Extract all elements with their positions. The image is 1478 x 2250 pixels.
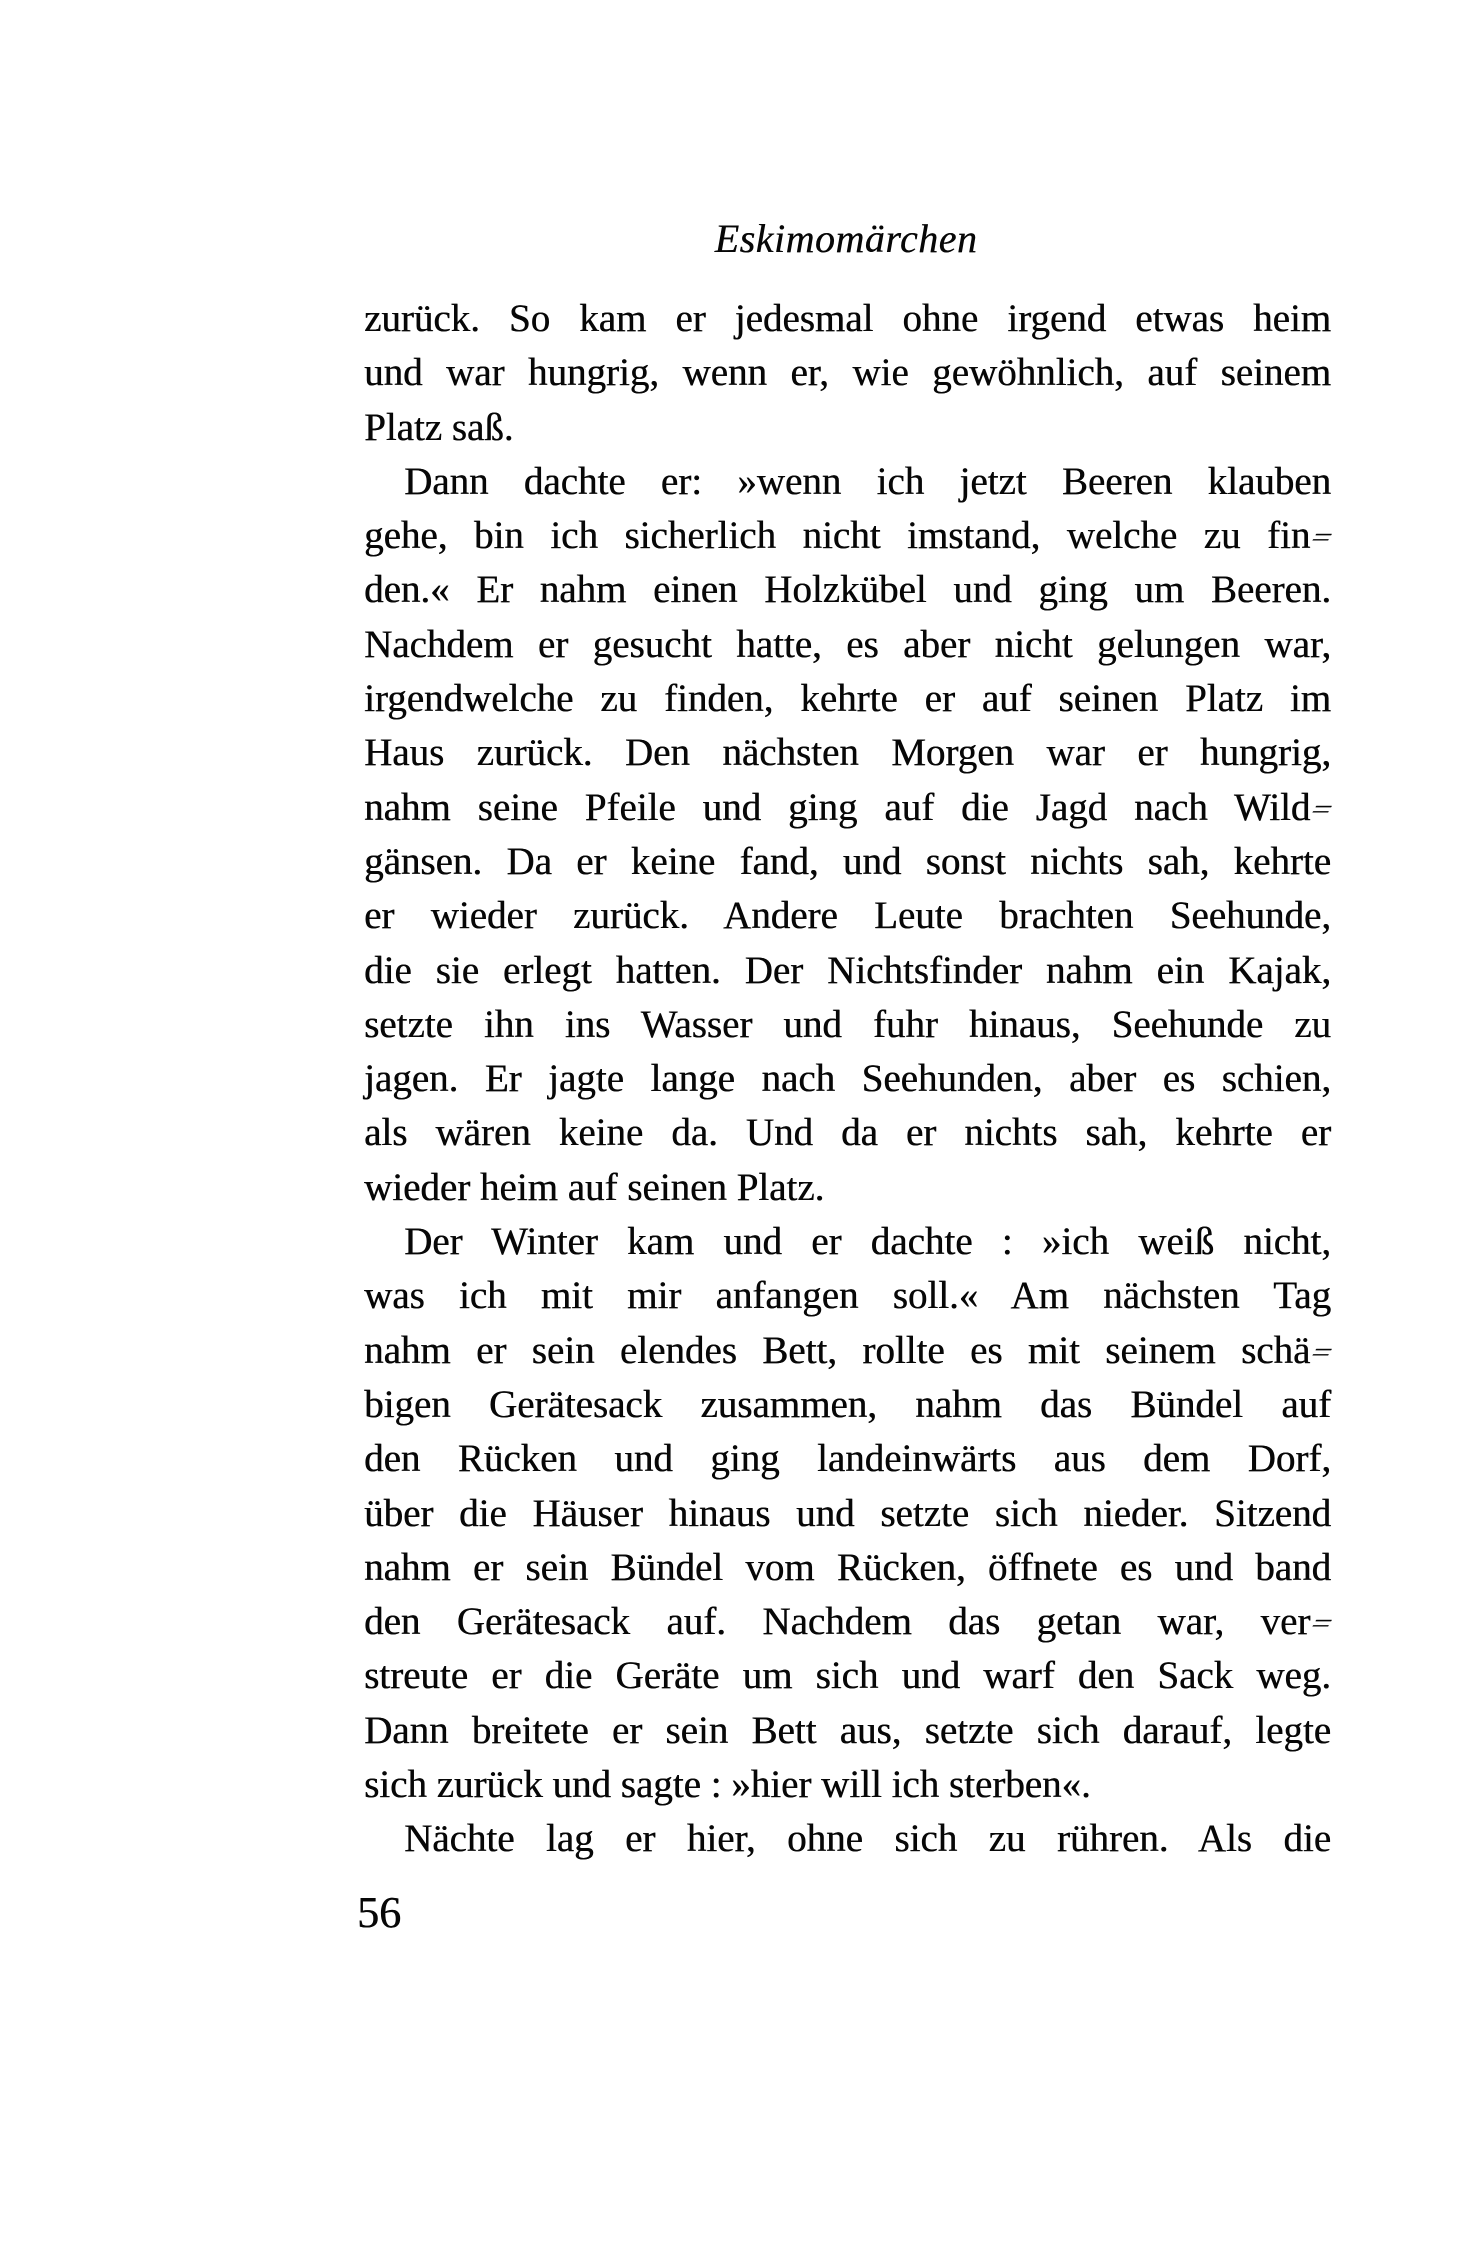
double-oblique-hyphen: = [1304,1608,1340,1639]
text-line: bigen Gerätesack zusammen, nahm das Bündel auf [364,1382,1331,1426]
text-line: Nachdem er gesucht hatte, es aber nicht gelungen war, [364,622,1331,666]
text-line: über die Häuser hinaus und setzte sich nieder. Sitzend [364,1491,1331,1535]
page-number: 56 [357,1888,401,1937]
text-line: nahm er sein Bündel vom Rücken, öffnete es und band [364,1545,1331,1589]
text-line: jagen. Er jagte lange nach Seehunden, aber es schien, [364,1057,1331,1101]
text-line: den Rücken und ging landeinwärts aus dem Dorf, [364,1437,1331,1481]
text-line: und war hungrig, wenn er, wie gewöhnlich, auf seinem [364,351,1331,395]
text-line: Der Winter kam und er dachte : »ich weiß nicht, [404,1220,1331,1264]
text-line: als wären keine da. Und da er nichts sah, kehrte er [364,1111,1331,1155]
text-line: irgendwelche zu finden, kehrte er auf seinen Platz im [364,677,1331,721]
text-line: den Gerätesack auf. Nachdem das getan war, ver= [364,1595,1331,1649]
text-line: Haus zurück. Den nächsten Morgen war er hungrig, [364,731,1331,775]
text-line: sich zurück und sagte : »hier will ich sterben«. [364,1763,1091,1807]
text-line: Dann breitete er sein Bett aus, setzte sich darauf, legte [364,1708,1331,1752]
text-line: er wieder zurück. Andere Leute brachten Seehunde, [364,894,1331,938]
double-oblique-hyphen: = [1304,794,1340,825]
double-oblique-hyphen: = [1304,1337,1340,1368]
text-line: Platz saß. [364,405,514,449]
text-line: streute er die Geräte um sich und warf den Sack weg. [364,1654,1331,1698]
text-line: setzte ihn ins Wasser und fuhr hinaus, Seehunde zu [364,1002,1331,1046]
double-oblique-hyphen: = [1304,523,1340,553]
text-line: nahm er sein elendes Bett, rollte es mit seinem schä= [364,1324,1331,1378]
text-line: Dann dachte er: »wenn ich jetzt Beeren klauben [404,459,1331,503]
text-line: was ich mit mir anfangen soll.« Am nächsten Tag [364,1274,1331,1318]
running-header: Eskimomärchen [714,216,978,261]
text-line: die sie erlegt hatten. Der Nichtsfinder nahm ein Kajak, [364,948,1331,992]
text-line: Nächte lag er hier, ohne sich zu rühren. Als die [404,1817,1331,1861]
text-line: gehe, bin ich sicherlich nicht imstand, welche zu fin= [364,509,1331,563]
text-line: nahm seine Pfeile und ging auf die Jagd nach Wild= [364,781,1331,835]
text-line: wieder heim auf seinen Platz. [364,1165,825,1209]
text-line: den.« Er nahm einen Holzkübel und ging um Beeren. [364,568,1331,612]
text-block [364,292,1340,1867]
text-line: gänsen. Da er keine fand, und sonst nichts sah, kehrte [364,839,1331,883]
text-line: zurück. So kam er jedesmal ohne irgend etwas heim [364,297,1331,340]
